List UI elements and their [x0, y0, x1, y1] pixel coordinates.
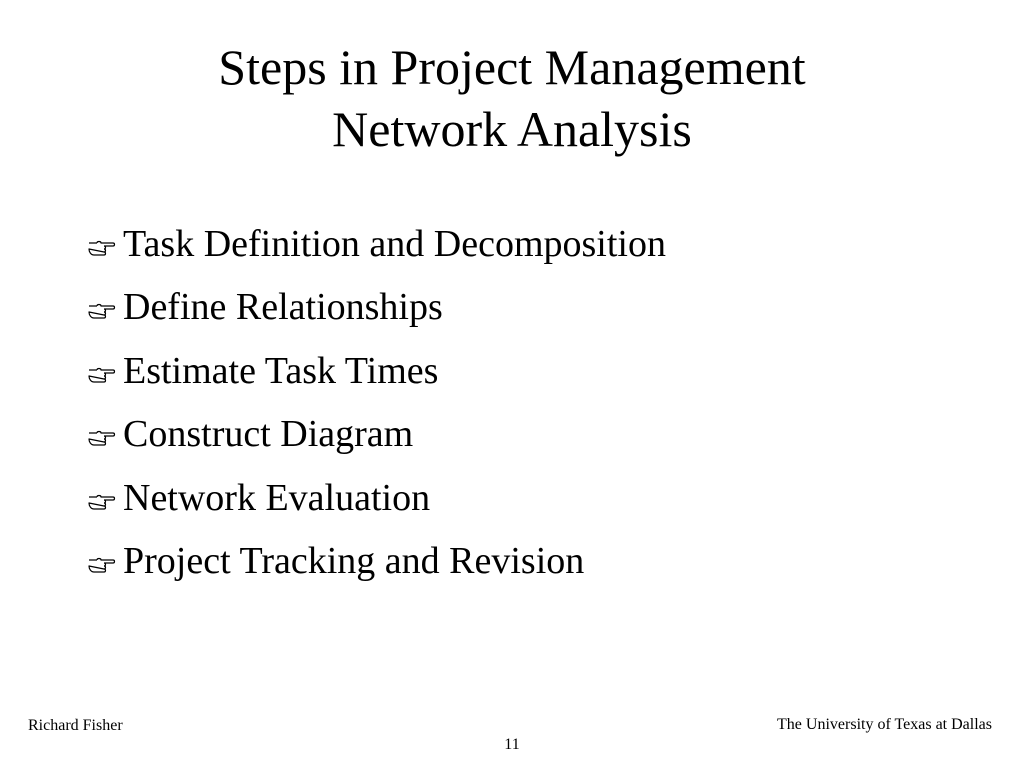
bullet-text: Define Relationships [123, 286, 443, 329]
bullet-item [88, 276, 666, 340]
bullet-list [88, 212, 666, 593]
bullet-text: Network Evaluation [123, 476, 431, 519]
pointing-hand-icon [88, 428, 116, 446]
page-number: 11 [504, 736, 520, 753]
pointing-hand-icon [88, 301, 116, 319]
pointing-hand-icon [88, 365, 116, 383]
bullet-item [88, 466, 666, 530]
footer-author: Richard Fisher [28, 717, 123, 734]
slide-title-line-1: Steps in Project Management [218, 39, 806, 95]
bullet-item [88, 339, 666, 403]
slide-title [0, 36, 1024, 160]
bullet-item [88, 530, 666, 594]
bullet-item [88, 403, 666, 467]
bullet-item [88, 212, 666, 276]
bullet-text: Estimate Task Times [123, 349, 439, 392]
bullet-text: Task Definition and Decomposition [123, 222, 666, 265]
bullet-text: Project Tracking and Revision [123, 540, 585, 583]
pointing-hand-icon [88, 555, 116, 573]
slide-title-line-2: Network Analysis [332, 101, 692, 157]
pointing-hand-icon [88, 238, 116, 256]
bullet-text: Construct Diagram [123, 413, 414, 456]
pointing-hand-icon [88, 492, 116, 510]
footer-institution: The University of Texas at Dallas [777, 716, 992, 733]
